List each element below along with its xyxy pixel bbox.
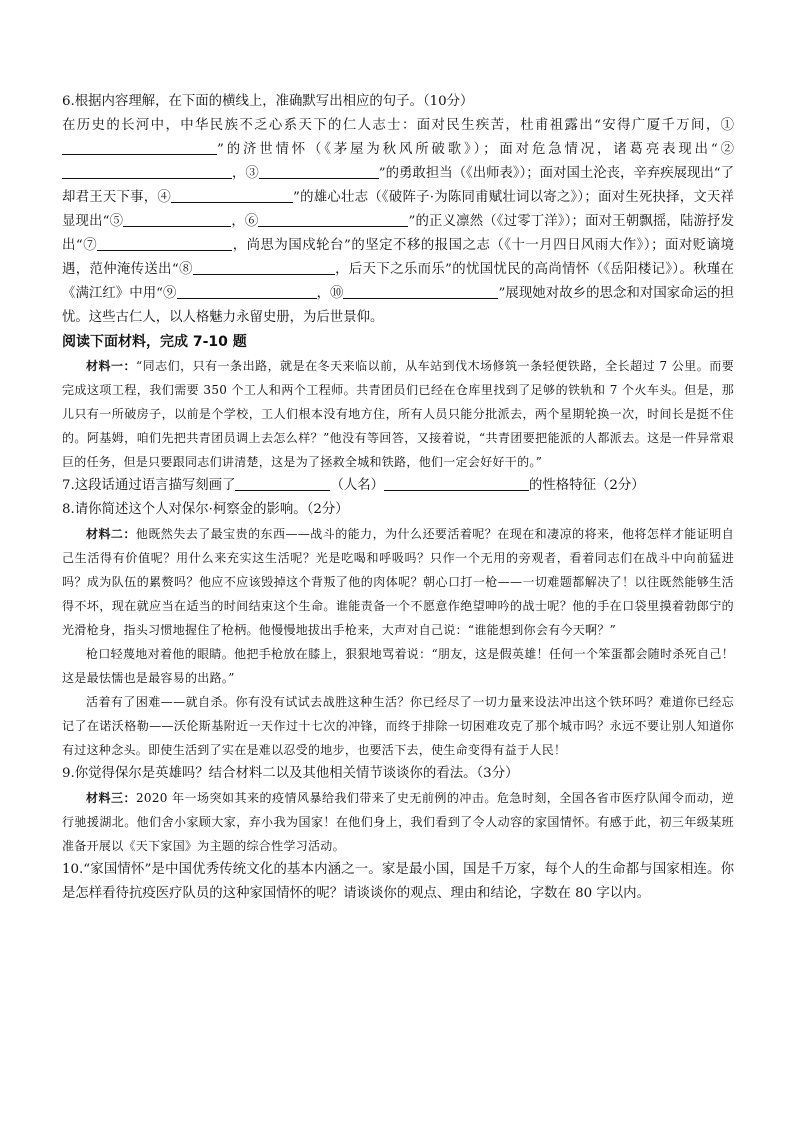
q7-text-c: 的性格特征（2分）: [529, 478, 645, 493]
answer-blank-8[interactable]: [193, 260, 335, 275]
page: [62, 90, 734, 906]
q6-text-9: ，后天下之乐而乐”的忧国忧民的高尚情怀（《岳阳楼记》）。秋瑾在《满江红》中用“⑨: [62, 262, 734, 301]
question-8: 8.请你简述这个人对保尔·柯察金的影响。（2分）: [62, 502, 349, 517]
question-10: 10.“家国情怀”是中国优秀传统文化的基本内涵之一。家是最小国，国是千万家，每个人的生命都与国家相连。你是怎样看待抗疫医疗队员的这种家国情怀的呢？请谈谈你的观点、理由和结论，字数在 80 字以内。: [62, 862, 734, 901]
q7-text-a: 7.这段话通过语言描写刻画了: [62, 478, 236, 493]
question-7: [62, 474, 734, 498]
q6-text-3: ，③: [232, 166, 259, 181]
question-6-prompt: 6.根据内容理解，在下面的横线上，准确默写出相应的句子。（10分）: [62, 94, 474, 109]
answer-blank-5[interactable]: [123, 212, 231, 227]
q6-text-5: ”的雄心壮志（《破阵子·为陈同甫赋壮词以寄之》）；面对生死抉择，文天祥显现出“⑤: [62, 190, 735, 229]
question-6-body: [62, 114, 734, 330]
answer-blank-2[interactable]: [62, 164, 232, 179]
answer-blank-9[interactable]: [177, 284, 317, 299]
material-1-text: “同志们，只有一条出路，就是在冬天来临以前，从车站到伐木场修筑一条轻便铁路，全长超过 7 公里。而要完成这项工程，我们需要 350 个工人和两个工程师。共青团员们已经在仓库里找到了足够的铁轨和 7 个火车头。但是，那儿只有一所破房子，以前是个学校，工人们根本没有地方住，所有人员只能分批派去，两个星期轮换一次，时间长是挺不住的。阿基姆，咱们先把共青团员调上去怎么样？”他没有等回答，又接着说，“共青团要把能派的人都派去。这是一件异常艰巨的任务，但是只要跟同志们讲清楚，这是为了拯救全城和铁路，他们一定会好好干的。”: [62, 359, 734, 469]
material-2-label: 材料二：: [86, 527, 136, 541]
answer-blank-1[interactable]: [62, 140, 217, 155]
q6-text-1: 在历史的长河中，中华民族不乏心系天下的仁人志士：面对民生疾苦，杜甫祖露出“安得广厦千万间，①: [62, 118, 734, 133]
q6-text-6: ，⑥: [231, 214, 259, 229]
q6-text-8: ，尚思为国戍轮台”的坚定不移的报国之志（《十一月四日风雨大作》）；面对贬谪境遇，范仲淹传送出“⑧: [62, 238, 734, 277]
q6-text-10: ，⑩: [316, 286, 344, 301]
material-3: [62, 786, 734, 858]
answer-blank-3[interactable]: [259, 164, 379, 179]
answer-blank-7[interactable]: [97, 236, 232, 251]
answer-blank-trait[interactable]: [384, 476, 529, 491]
answer-blank-6[interactable]: [258, 212, 408, 227]
answer-blank-4[interactable]: [171, 188, 293, 203]
material-2-para-1: [62, 522, 734, 642]
material-3-text: 2020 年一场突如其来的疫情风暴给我们带来了史无前例的冲击。危急时刻，全国各省市医疗队闻令而动，逆行驰援湖北。他们舍小家顾大家，弃小我为国家！在他们身上，我们看到了令人动容的家国情怀。有感于此，初三年级某班准备开展以《天下家国》为主题的综合性学习活动。: [62, 791, 735, 853]
q7-text-b: （人名）: [330, 478, 385, 493]
answer-blank-name[interactable]: [235, 476, 330, 491]
section-title: 阅读下面材料，完成 7-10 题: [62, 334, 247, 350]
material-1: [62, 354, 734, 474]
question-9: 9.你觉得保尔是英雄吗？结合材料二以及其他相关情节谈谈你的看法。（3分）: [62, 766, 519, 781]
material-2-para-2: 枪口轻蔑地对着他的眼睛。他把手枪放在膝上，狠狠地骂着说：“朋友，这是假英雄！任何一个笨蛋都会随时杀死自己！这是最怯懦也是最容易的出路。”: [62, 647, 734, 685]
q6-text-2: ”的济世情怀（《茅屋为秋风所破歌》）；面对危急情况，诸葛亮表现出“②: [217, 142, 734, 157]
q6-text-7: ”的正义凛然（《过零丁洋》）；面对王朝飘摇，陆游抒发出“⑦: [62, 214, 734, 253]
material-2-text-1: 他既然失去了最宝贵的东西——战斗的能力，为什么还要活着呢？在现在和凄凉的将来，他将怎样才能证明自己生活得有价值呢？用什么来充实这生活呢？光是吃喝和呼吸吗？只作一个无用的旁观者，看着同志们在战斗中向前猛进吗？成为队伍的累赘吗？他应不应该毁掉这个背叛了他的肉体呢？朝心口打一枪——一切难题都解决了！以往既然能够生活得不坏，现在就应当在适当的时间结束这个生命。谁能责备一个不愿意作绝望呻吟的战士呢？他的手在口袋里摸着勃郎宁的光滑枪身，指头习惯地握住了枪柄。他慢慢地拔出手枪来，大声对自己说：“谁能想到你会有今天啊？”: [62, 527, 734, 637]
q6-text-4: ”的勇敢担当（《出师表》）；面对国土沦丧，辛弃疾展现出“了却君王天下事，④: [62, 166, 735, 205]
q6-text-11: ”展现她对故乡的思念和对国家命运的担忧。这些古仁人，以人格魅力永留史册，为后世景仰。: [62, 286, 734, 325]
answer-blank-10[interactable]: [343, 284, 498, 299]
material-1-label: 材料一：: [86, 359, 136, 373]
material-3-label: 材料三：: [86, 791, 136, 805]
material-2-para-3: 活着有了困难——就自杀。你有没有试试去战胜这种生活？你已经尽了一切力量来设法冲出这个铁环吗？难道你已经忘记了在诺沃格勒——沃伦斯基附近一天作过十七次的冲锋，而终于排除一切困难攻克了那个城市吗？永远不要让别人知道你有过这种念头。即使生活到了实在是难以忍受的地步，也要活下去，使生命变得有益于人民！: [62, 695, 734, 757]
